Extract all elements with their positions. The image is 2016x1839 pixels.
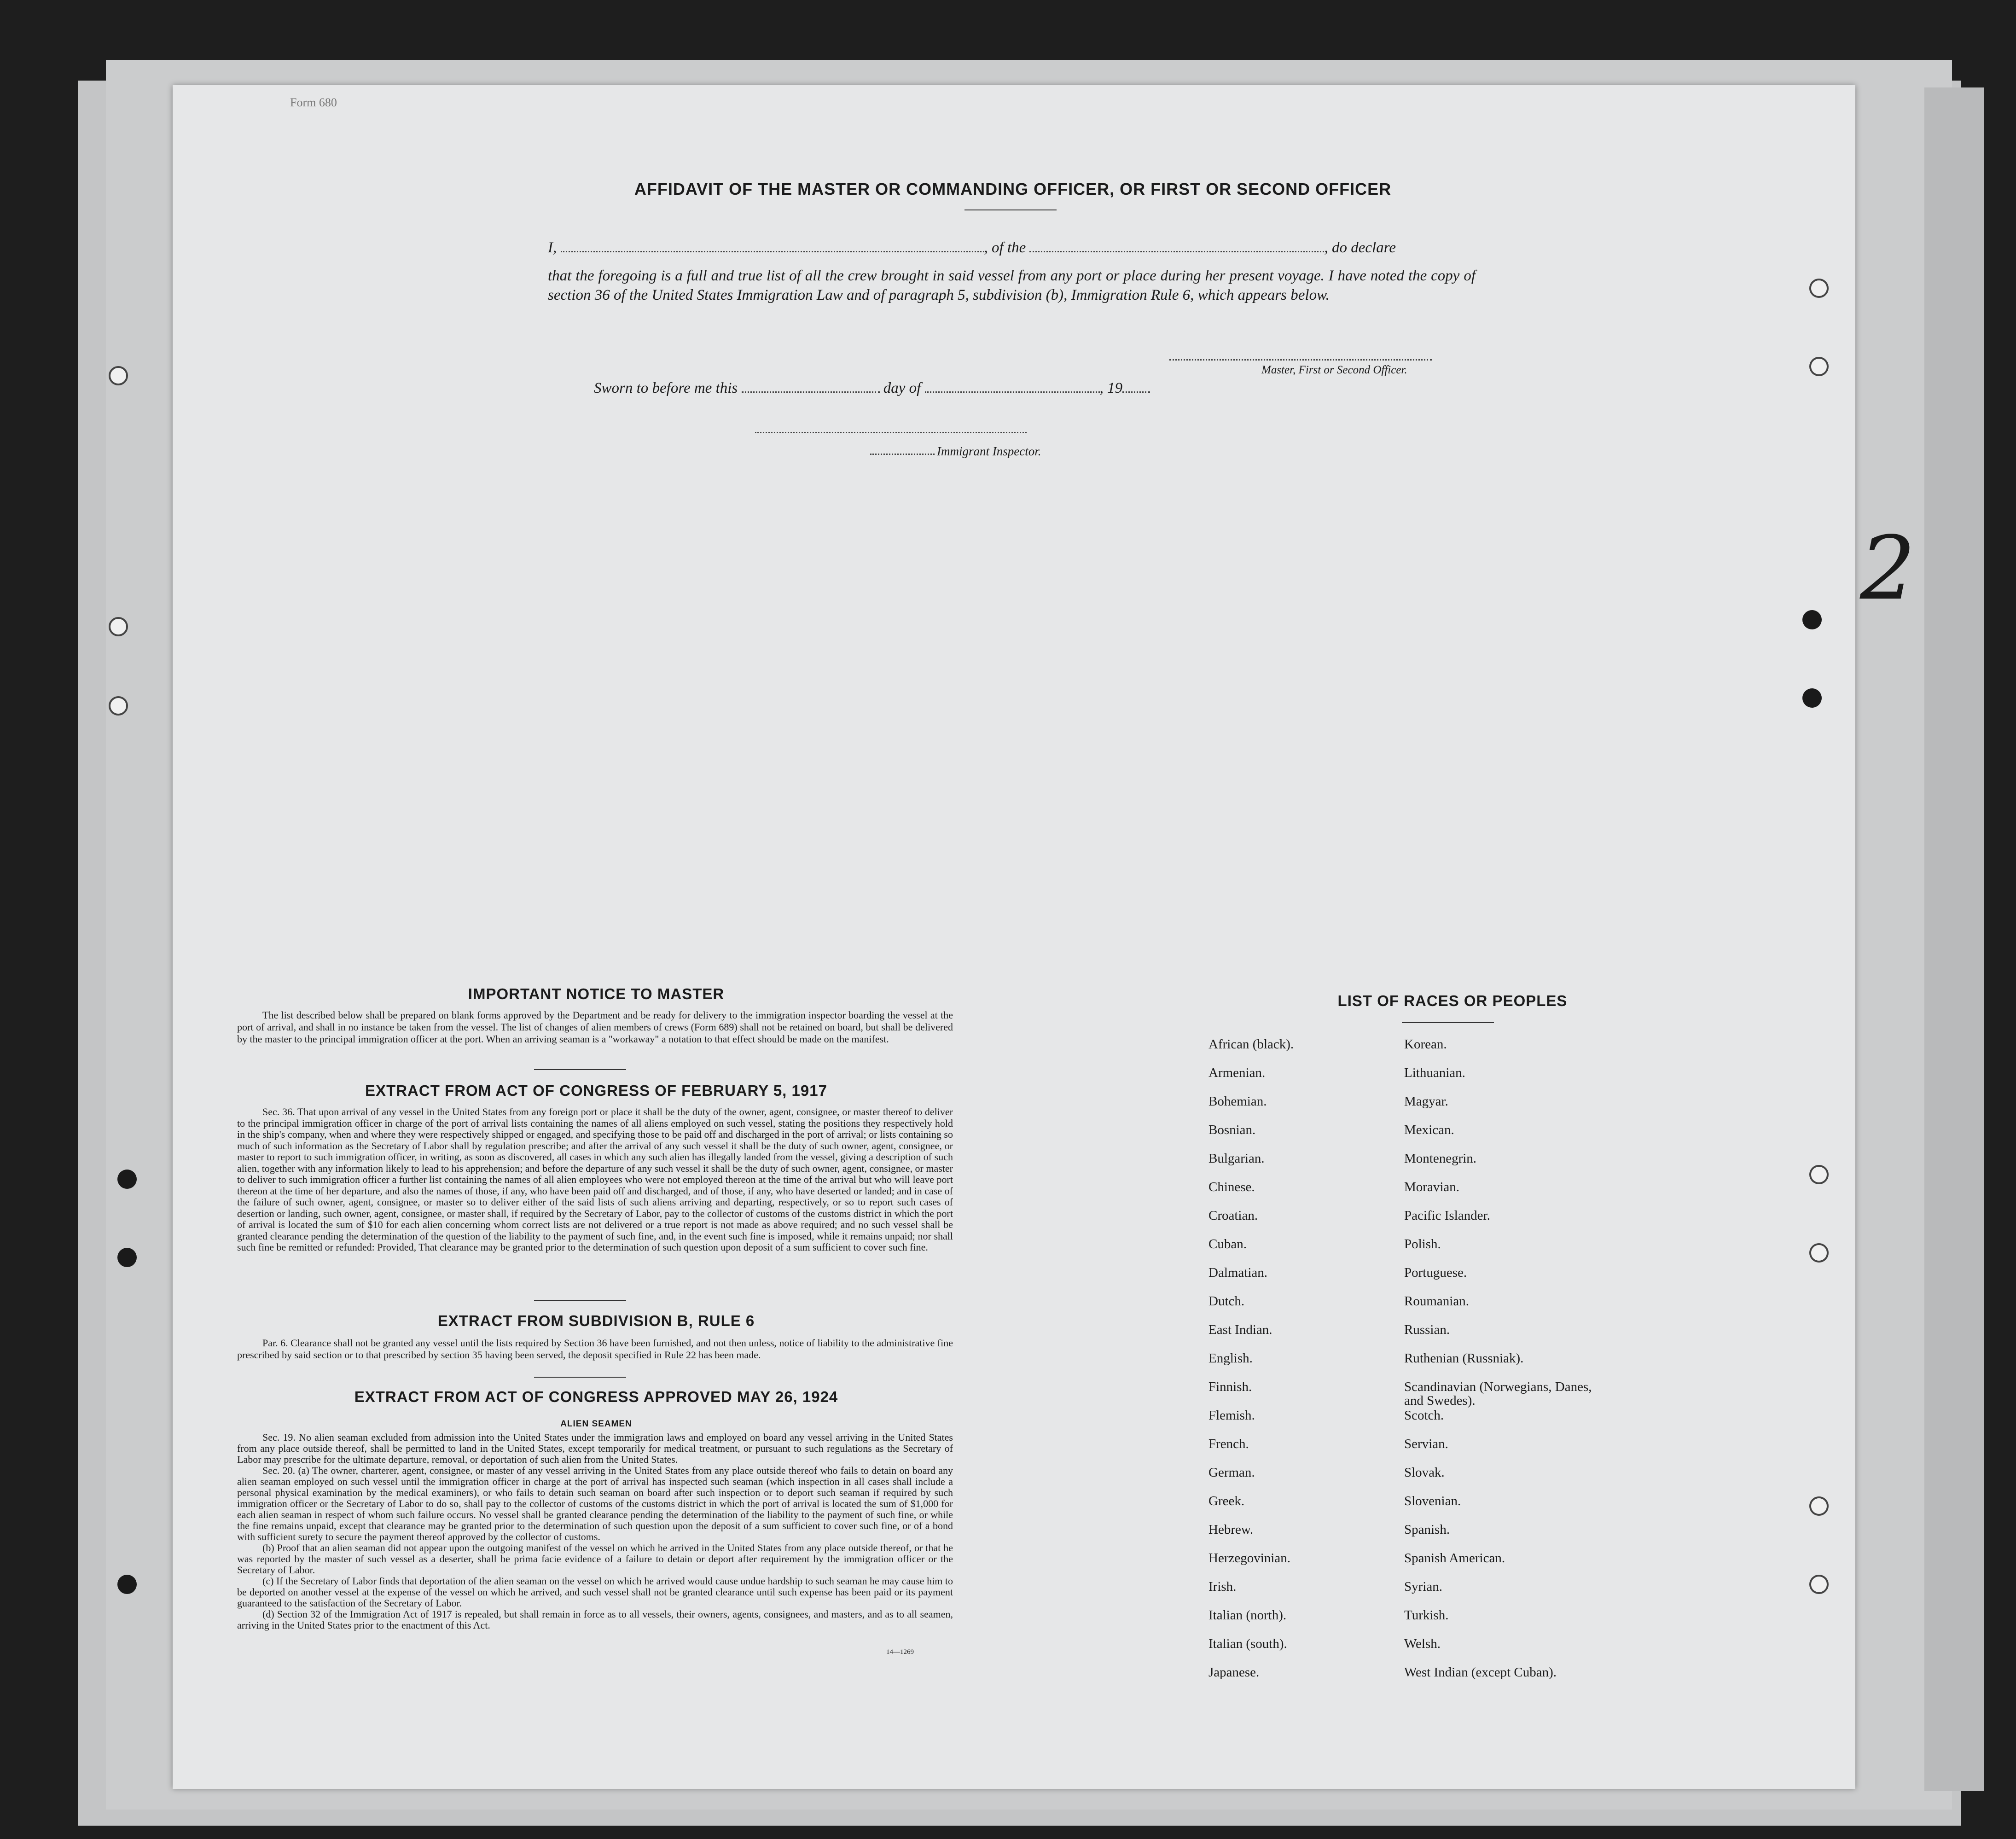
race-item: Cuban. xyxy=(1208,1237,1247,1251)
race-item: Slovak. xyxy=(1404,1465,1445,1480)
race-item: Japanese. xyxy=(1208,1665,1260,1680)
punch-hole xyxy=(1809,1243,1829,1263)
extract-rule6-title: EXTRACT FROM SUBDIVISION B, RULE 6 xyxy=(437,1312,755,1329)
race-item: Finnish. xyxy=(1208,1379,1252,1394)
race-item: Bosnian. xyxy=(1208,1123,1256,1137)
inspector-dots xyxy=(870,454,935,455)
punch-hole xyxy=(1809,357,1829,376)
race-item: Armenian. xyxy=(1208,1065,1266,1080)
race-item: Scotch. xyxy=(1404,1408,1444,1423)
punch-hole xyxy=(117,1170,137,1189)
race-item: Syrian. xyxy=(1404,1579,1442,1594)
inspector-caption: Immigrant Inspector. xyxy=(937,444,1041,458)
print-code: 14—1269 xyxy=(886,1648,914,1656)
race-item: Greek. xyxy=(1208,1494,1245,1508)
race-item: Servian. xyxy=(1404,1437,1448,1451)
race-item: Irish. xyxy=(1208,1579,1237,1594)
punch-hole xyxy=(117,1248,137,1267)
race-item: Herzegovinian. xyxy=(1208,1551,1290,1565)
race-item: Pacific Islander. xyxy=(1404,1208,1490,1223)
race-item: Moravian. xyxy=(1404,1180,1459,1194)
sworn-year-blank[interactable] xyxy=(1122,391,1150,393)
sworn-line: Sworn to before me this day of , 19 xyxy=(594,380,1150,397)
extract-1917-text: Sec. 36. That upon arrival of any vessel in the United States from any foreign port or place it shall be the duty of the owner, agent, consignee, or master thereof to deliver to the principal immigration officer in charge of the port of arrival lists containing the names of all aliens employed on such vessel, stating the positions they respectively hold in the ship's company, when and where they were respectively shipped or engaged, and specifying those to be paid off and discharged in the port of arrival; or lists containing so much of such information as the Secretary of Labor shall by regulation prescribe; and after the arrival of any such vessel it shall be the duty of such owner, agent, consignee, or master to report to such immigration officer, in writing, as soon as discovered, all cases in which any such alien has illegally landed from the vessel, giving a description of such alien, together with any information likely to lead to his apprehension; and before the departure of any such vessel it shall be the duty of such owner, agent, consignee, or master to deliver to such immigration officer a further list containing the names of all alien employees who were not employed thereon at the time of the arrival but who will leave port thereon at the time of her departure, and also the names of those, if any, who have been paid off and discharged, and of those, if any, who have deserted or landed; and in case of the failure of such owner, agent, consignee, or master so to deliver either of the said lists of such aliens arriving and departing, respectively, or so to report such cases of desertion or landing, such owner, agent, consignee, or master shall, if required by the Secretary of Labor, pay to the collector of customs of the customs district in which the port of arrival is located the sum of $10 for each alien concerning whom correct lists are not delivered or a true report is not made as above required; and no such vessel shall be granted clearance pending the determination of the question of the liability to the payment of such fine, and, in the event such fine is imposed, while it remains unpaid; nor shall such fine be remitted or refunded: Provided, That clearance may be granted prior to the determination of such question upon deposit of a sum sufficient to cover such fine. xyxy=(237,1106,953,1253)
notice-title: IMPORTANT NOTICE TO MASTER xyxy=(468,985,725,1002)
extract-rule6-text: Par. 6. Clearance shall not be granted any vessel until the lists required by Section 36 have been furnished, and not then unless, notice of liability to the administrative fine prescribed by said section or to that prescribed by section 35 having been served, the deposit specified in Rule 22 has been made. xyxy=(237,1337,953,1361)
race-item: Dutch. xyxy=(1208,1294,1245,1309)
punch-hole xyxy=(1802,688,1822,708)
notice-text: The list described below shall be prepared on blank forms approved by the Department and be ready for delivery to the immigration inspector boarding the vessel at the port of arrival, and shall in no instance be taken from the vessel. The list of changes of alien members of crews (Form 689) shall not be retained on board, but shall be delivered by the master to the principal immigration officer at the port. When an arriving seaman is a "workaway" a notation to that effect should be made on the manifest. xyxy=(237,1009,953,1045)
punch-hole xyxy=(1809,1496,1829,1516)
vessel-blank[interactable] xyxy=(1029,251,1324,252)
back-sheet-edge xyxy=(1924,87,1984,1791)
sworn-month-blank[interactable] xyxy=(925,391,1100,393)
extract-1917-title: EXTRACT FROM ACT OF CONGRESS OF FEBRUARY 5, 1917 xyxy=(365,1082,827,1099)
punch-hole xyxy=(1802,610,1822,629)
race-item: Slovenian. xyxy=(1404,1494,1461,1508)
master-signature-line[interactable] xyxy=(1169,359,1432,361)
inspector-signature-line[interactable] xyxy=(755,432,1027,433)
master-caption: Master, First or Second Officer. xyxy=(1261,364,1407,376)
race-item: Bohemian. xyxy=(1208,1094,1267,1109)
punch-hole xyxy=(109,696,128,716)
punch-hole xyxy=(117,1575,137,1594)
divider xyxy=(534,1377,626,1378)
race-item: Chinese. xyxy=(1208,1180,1255,1194)
races-column-1 xyxy=(1208,1037,1393,1694)
race-item: Montenegrin. xyxy=(1404,1151,1477,1166)
extract-1924-subtitle: ALIEN SEAMEN xyxy=(560,1419,632,1429)
race-item: African (black). xyxy=(1208,1037,1294,1052)
extract-1924-paragraph: (c) If the Secretary of Labor finds that deportation of the alien seaman on the vessel on which he arrived would cause undue hardship to such seaman he may cause him to be deported on another vessel at the expense of the vessel on which he arrived, and such vessel shall not be granted clearance until such expense has been paid or its payment guaranteed to the satisfaction of the Secretary of Labor. xyxy=(237,1575,953,1609)
race-item: Spanish American. xyxy=(1404,1551,1505,1565)
sworn-day-blank[interactable] xyxy=(742,391,880,393)
affidavit-declaration: I, , of the , do declare xyxy=(548,239,1396,256)
race-item: French. xyxy=(1208,1437,1249,1451)
extract-1924-body xyxy=(237,1432,953,1631)
race-item: Hebrew. xyxy=(1208,1522,1254,1537)
race-item: Roumanian. xyxy=(1404,1294,1469,1309)
punch-hole xyxy=(109,617,128,636)
race-item: Scandinavian (Norwegians, Danes, and Swedes). xyxy=(1404,1379,1592,1408)
race-item: Korean. xyxy=(1404,1037,1447,1052)
form-number: Form 680 xyxy=(290,96,337,109)
race-item: West Indian (except Cuban). xyxy=(1404,1665,1557,1680)
divider xyxy=(534,1069,626,1070)
race-item: Welsh. xyxy=(1404,1636,1441,1651)
extract-1924-title: EXTRACT FROM ACT OF CONGRESS APPROVED MAY 26, 1924 xyxy=(354,1388,838,1405)
race-item: Portuguese. xyxy=(1404,1265,1467,1280)
race-item: Magyar. xyxy=(1404,1094,1448,1109)
punch-hole xyxy=(109,366,128,385)
race-item: English. xyxy=(1208,1351,1253,1366)
race-item: Dalmatian. xyxy=(1208,1265,1268,1280)
race-item: Croatian. xyxy=(1208,1208,1258,1223)
punch-hole xyxy=(1809,1575,1829,1594)
races-title: LIST OF RACES OR PEOPLES xyxy=(1337,992,1568,1009)
extract-1924-paragraph: (d) Section 32 of the Immigration Act of 1917 is repealed, but shall remain in force as to all vessels, their owners, agents, consignees, and masters, and as to all seamen, arriving in the United States prior to the enactment of this Act. xyxy=(237,1608,953,1631)
race-item: Bulgarian. xyxy=(1208,1151,1265,1166)
race-item: Italian (south). xyxy=(1208,1636,1287,1651)
extract-1924-paragraph: Sec. 19. No alien seaman excluded from admission into the United States under the immigration laws and employed on board any vessel arriving in the United States from any place outside thereof, shall be permitted to land in the United States, except temporarily for medical treatment, or pursuant to such regulations as the Secretary of Labor may prescribe for the ultimate departure, removal, or deportation of such alien from the United States. xyxy=(237,1432,953,1465)
race-item: Ruthenian (Russniak). xyxy=(1404,1351,1524,1366)
race-item: Turkish. xyxy=(1404,1608,1449,1623)
affidavit-title: AFFIDAVIT OF THE MASTER OR COMMANDING OFFICER, OR FIRST OR SECOND OFFICER xyxy=(634,180,1392,198)
divider xyxy=(1402,1022,1494,1023)
race-item: East Indian. xyxy=(1208,1322,1272,1337)
race-item: Mexican. xyxy=(1404,1123,1454,1137)
races-column-2 xyxy=(1404,1037,1598,1694)
punch-hole xyxy=(1809,279,1829,298)
race-item: Spanish. xyxy=(1404,1522,1450,1537)
race-item: Polish. xyxy=(1404,1237,1441,1251)
race-item: Flemish. xyxy=(1208,1408,1255,1423)
race-item: German. xyxy=(1208,1465,1255,1480)
extract-1924-paragraph: Sec. 20. (a) The owner, charterer, agent, consignee, or master of any vessel arriving in the United States from any place outside thereof who fails to detain on board any alien seaman employed on such vessel until the immigration officer in charge at the port of arrival has inspected such seaman (which inspection in all cases shall include a personal physical examination by the medical examiners), or who fails to detain such seaman on board after such inspection or to deport such seaman if required by such immigration officer or the Secretary of Labor to do so, shall pay to the collector of customs of the customs district in which the port of arrival is located the sum of $1,000 for each alien seaman in respect of whom such failure occurs. No vessel shall be granted clearance pending the determination of the liability to the payment of such fine, or while the fine remains unpaid, except that clearance may be granted prior to the determination of such question upon the deposit of a sum sufficient to cover such fine, or of a bond with sufficient surety to secure the payment thereof approved by the collector of customs. xyxy=(237,1465,953,1542)
handwritten-mark: 2 xyxy=(1860,518,1916,619)
extract-1924-paragraph: (b) Proof that an alien seaman did not appear upon the outgoing manifest of the vessel on which he arrived in the United States from any place outside thereof, or that he was reported by the master of such vessel as a deserter, shall be prima facie evidence of a failure to detain or deport after requirement by the immigration officer or the Secretary of Labor. xyxy=(237,1542,953,1576)
race-item: Italian (north). xyxy=(1208,1608,1287,1623)
race-item: Russian. xyxy=(1404,1322,1450,1337)
name-blank[interactable] xyxy=(561,251,984,252)
divider xyxy=(534,1300,626,1301)
affidavit-body: that the foregoing is a full and true list of all the crew brought in said vessel from any port or place during her present voyage. I have noted the copy of section 36 of the United States Immigration Law and of paragraph 5, subdivision (b), Immigration Rule 6, which appears below. xyxy=(548,268,1476,303)
race-item: Lithuanian. xyxy=(1404,1065,1465,1080)
punch-hole xyxy=(1809,1165,1829,1184)
